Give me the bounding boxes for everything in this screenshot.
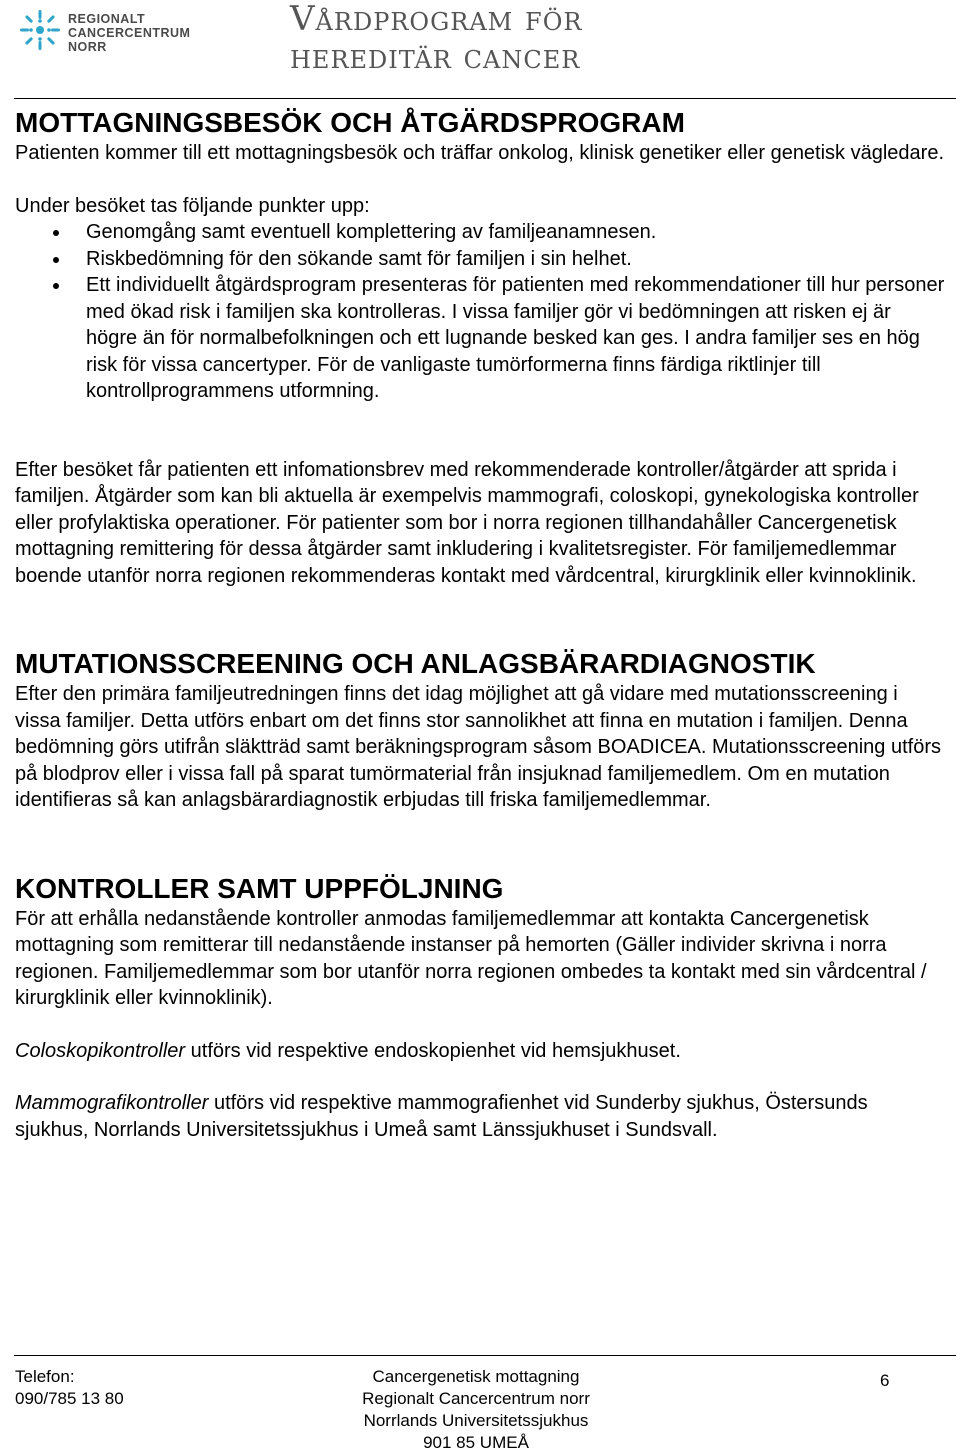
- list-item: Riskbedömning för den sökande samt för familjen i sin helhet.: [15, 246, 945, 273]
- document-title-line-1: Vårdprogram för: [290, 0, 583, 39]
- footer-phone: [15, 1366, 124, 1410]
- address-line: Norrlands Universitetssjukhus: [363, 1411, 589, 1430]
- section-paragraph: Efter den primära familjeutredningen finns det idag möjlighet att gå vidare med mutationsscreening i vissa familjer. Detta utförs enbart om det finns stor sannolikhet att finna en mutation i familjen. Denna bedömning görs utifrån släktträd samt beräkningsprogram såsom BOADICEA. Mutationsscreening utförs på blodprov eller i vissa fall på sparat tumörmaterial från insjuknad familjemedlem. Om en mutation identifieras så kan anlagsbärardiagnostik erbjudas till friska familjemedlemmar.: [15, 683, 941, 811]
- followup-paragraph: Efter besöket får patienten ett infomationsbrev med rekommenderade kontroller/åtgärder att sprida i familjen. Åtgärder som kan bli aktuella är exempelvis mammografi, coloskopi, gynekologiska kontroller eller profylaktiska operationer. För patienter som bor i norra regionen tillhandahåller Cancergenetisk mottagning remittering för dessa åtgärder samt inkludering i kvalitetsregister. För familjemedlemmar boende utanför norra regionen rekommenderas kontakt med vårdcentral, kirurgklinik eller kvinnoklinik.: [15, 458, 919, 587]
- intro-paragraph: Patienten kommer till ett mottagningsbesök och träffar onkolog, klinisk genetiker eller genetisk vägledare.: [15, 142, 945, 164]
- bullet-icon: [53, 283, 59, 289]
- mammografi-paragraph: Mammografikontroller utförs vid respektive mammografienhet vid Sunderby sjukhus, Östersunds sjukhus, Norrlands Universitetssjukhus i Umeå samt Länssjukhuset i Sundsvall.: [15, 1092, 868, 1141]
- header-divider: [14, 98, 956, 99]
- phone-label: Telefon:: [15, 1367, 75, 1386]
- rcc-logo: [18, 8, 208, 64]
- coloskopi-paragraph: Coloskopikontroller utförs vid respektive endoskopienhet vid hemsjukhuset.: [15, 1039, 681, 1062]
- phone-number: 090/785 13 80: [15, 1389, 124, 1408]
- section-mottagningsbesok: [15, 106, 945, 589]
- address-line: 901 85 UMEÅ: [423, 1433, 529, 1452]
- document-title: [290, 0, 582, 76]
- list-intro: Under besöket tas följande punkter upp:: [15, 194, 370, 217]
- section-mutationsscreening: [15, 647, 945, 814]
- section-kontroller: [15, 872, 945, 1144]
- section-paragraph: För att erhålla nedanstående kontroller anmodas familjemedlemmar att kontakta Cancergenetisk mottagning som remitterar till nedanstående instanser på hemorten (Gäller individer skrivna i norra regionen. Familjemedlemmar som bor utanför norra regionen ombedes ta kontakt med sin vårdcentral / kirurgklinik eller kvinnoklinik).: [15, 907, 927, 1009]
- page-content: [15, 100, 945, 1143]
- list-item: Genomgång samt eventuell komplettering av familjeanamnesen.: [15, 219, 945, 246]
- logo-line-2: CANCERCENTRUM: [68, 26, 191, 40]
- rcc-logo-mark-icon: [18, 8, 62, 52]
- bullet-list: [15, 219, 945, 405]
- logo-line-3: NORR: [68, 40, 107, 54]
- logo-line-1: REGIONALT: [68, 12, 146, 26]
- address-line: Cancergenetisk mottagning: [372, 1367, 580, 1386]
- logo-wordmark: [68, 12, 190, 54]
- section-heading: MUTATIONSSCREENING OCH ANLAGSBÄRARDIAGNOSTIK: [15, 648, 816, 679]
- footer-divider: [14, 1355, 956, 1356]
- section-heading: KONTROLLER SAMT UPPFÖLJNING: [15, 872, 504, 904]
- section-heading: MOTTAGNINGSBESÖK OCH ÅTGÄRDSPROGRAM: [15, 107, 685, 138]
- coloskopi-term: Coloskopikontroller: [15, 1039, 186, 1062]
- document-title-line-2: hereditär cancer: [290, 37, 581, 77]
- address-line: Regionalt Cancercentrum norr: [362, 1389, 590, 1408]
- page-number: 6: [880, 1371, 890, 1390]
- bullet-icon: [53, 230, 59, 236]
- bullet-icon: [53, 257, 59, 263]
- list-item: Ett individuellt åtgärdsprogram presenteras för patienten med rekommendationer till hur personer med ökad risk i familjen ska kontrolleras. I vissa familjer gör vi bedömningen att risken ej är högre än för normalbefolkningen och ett lugnande besked kan ges. I andra familjer ses en hög risk för vissa cancertyper. För de vanligaste tumörformerna finns färdiga riktlinjer till kontrollprogrammens utformning.: [15, 272, 945, 405]
- page-header: [0, 0, 960, 100]
- mammografi-term: Mammografikontroller: [15, 1092, 209, 1114]
- footer-address: [346, 1366, 606, 1454]
